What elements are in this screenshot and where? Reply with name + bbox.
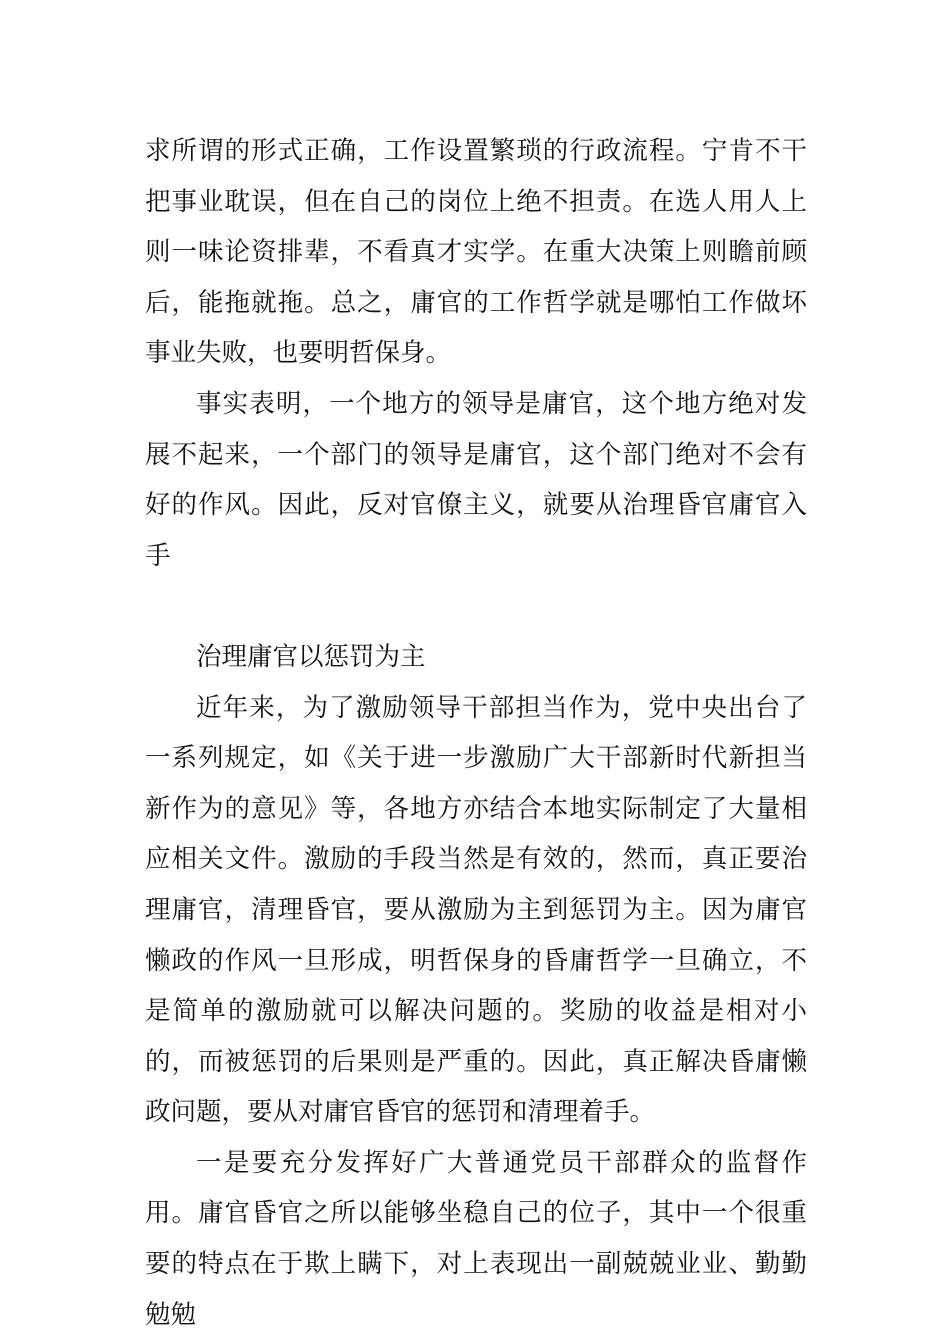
- paragraph-facts: 事实表明，一个地方的领导是庸官，这个地方绝对发展不起来，一个部门的领导是庸官，这个部门绝对不会有好的作风。因此，反对官僚主义，就要从治理昏官庸官入手: [145, 388, 807, 571]
- document-body: [145, 126, 807, 1340]
- paragraph-incentives: 近年来，为了激励领导干部担当作为，党中央出台了一系列规定，如《关于进一步激励广大干部新时代新担当新作为的意见》等，各地方亦结合本地实际制定了大量相应相关文件。激励的手段当然是有效的，然而，真正要治理庸官，清理昏官，要从激励为主到惩罚为主。因为庸官懒政的作风一旦形成，明哲保身的昏庸哲学一旦确立，不是简单的激励就可以解决问题的。奖励的收益是相对小的，而被惩罚的后果则是严重的。因此，真正解决昏庸懒政问题，要从对庸官昏官的惩罚和清理着手。: [145, 692, 807, 1128]
- paragraph-supervision: 一是要充分发挥好广大普通党员干部群众的监督作用。庸官昏官之所以能够坐稳自己的位子，其中一个很重要的特点在于欺上瞒下，对上表现出一副兢兢业业、勤勤勉勉: [145, 1147, 807, 1330]
- paragraph-continued: 求所谓的形式正确，工作设置繁琐的行政流程。宁肯不干把事业耽误，但在自己的岗位上绝不担责。在选人用人上则一味论资排辈，不看真才实学。在重大决策上则瞻前顾后，能拖就拖。总之，庸官的工作哲学就是哪怕工作做坏事业失败，也要明哲保身。: [145, 136, 807, 369]
- section-heading: 治理庸官以惩罚为主: [196, 641, 426, 672]
- blank-line: [145, 581, 807, 632]
